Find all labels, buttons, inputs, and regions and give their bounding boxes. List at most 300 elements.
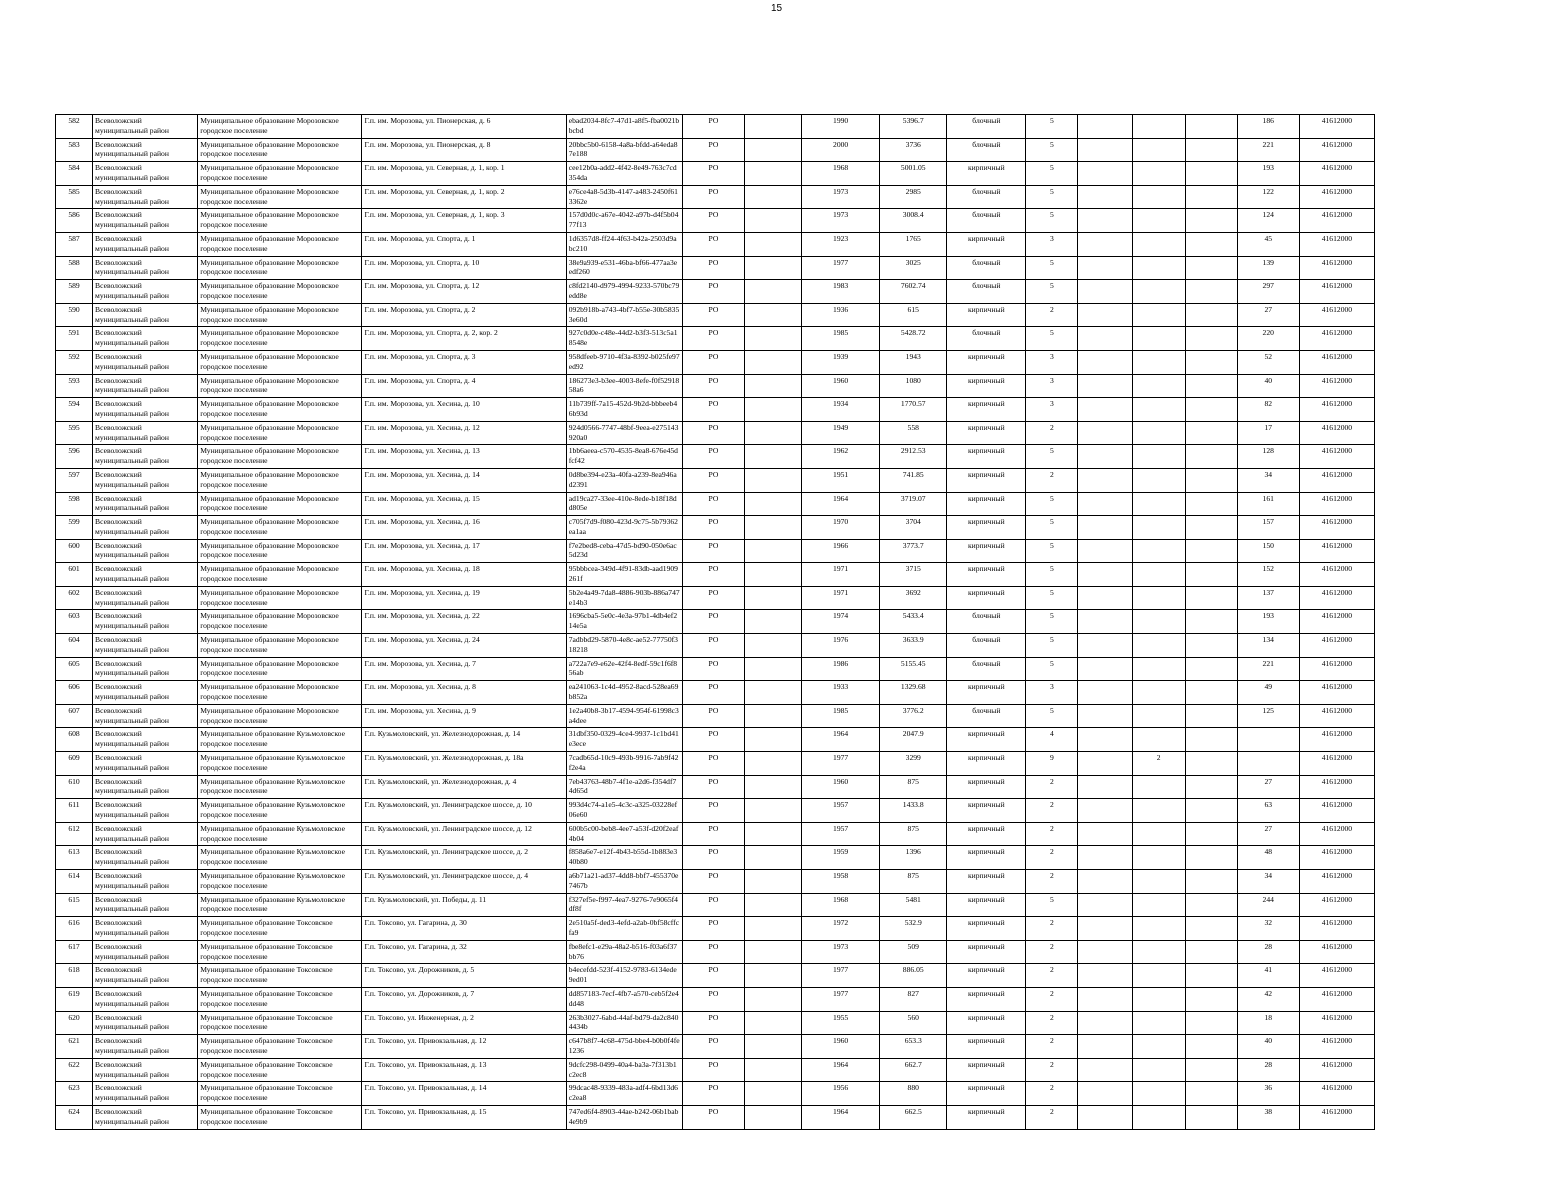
cell-municipality: Муниципальное образование Токсовское городское поселение: [198, 940, 362, 964]
cell-address: Г.п. им. Морозова, ул. Хесина, д. 7: [362, 657, 566, 681]
cell-col-13: [1132, 256, 1185, 280]
cell-floors: 2: [1026, 799, 1078, 823]
cell-wall-material: кирпичный: [947, 752, 1026, 776]
cell-total-area: 886.05: [880, 964, 947, 988]
cell-col-13: [1132, 634, 1185, 658]
cell-total-area: 3633.9: [880, 634, 947, 658]
cell-col-14: [1185, 138, 1237, 162]
cell-row-number: 624: [56, 1105, 93, 1129]
cell-apartments: 193: [1237, 610, 1299, 634]
cell-col-7: [745, 634, 802, 658]
cell-col-13: [1132, 563, 1185, 587]
cell-wall-material: кирпичный: [947, 1082, 1026, 1106]
cell-col-12: [1078, 492, 1132, 516]
table-row: [56, 799, 1375, 823]
cell-floors: 2: [1026, 987, 1078, 1011]
cell-row-number: 602: [56, 586, 93, 610]
cell-apartments: 220: [1237, 327, 1299, 351]
cell-col-14: [1185, 1105, 1237, 1129]
cell-year-built: 1949: [802, 421, 880, 445]
cell-row-number: 620: [56, 1011, 93, 1035]
cell-year-built: 1936: [802, 303, 880, 327]
cell-oktmo-code: 41612000: [1299, 893, 1374, 917]
cell-municipality: Муниципальное образование Морозовское городское поселение: [198, 374, 362, 398]
cell-row-number: 600: [56, 539, 93, 563]
cell-address: Г.п. Кузьмоловский, ул. Ленинградское шоссе, д. 2: [362, 846, 566, 870]
cell-col-12: [1078, 162, 1132, 186]
cell-floors: 2: [1026, 1105, 1078, 1129]
table-row: [56, 138, 1375, 162]
table-row: [56, 752, 1375, 776]
cell-row-number: 601: [56, 563, 93, 587]
cell-oktmo-code: 41612000: [1299, 987, 1374, 1011]
cell-col-7: [745, 1035, 802, 1059]
cell-col-14: [1185, 280, 1237, 304]
cell-total-area: 532.9: [880, 917, 947, 941]
cell-apartments: 18: [1237, 1011, 1299, 1035]
cell-apartments: 221: [1237, 138, 1299, 162]
cell-floors: 2: [1026, 468, 1078, 492]
cell-fund-type: РО: [682, 586, 744, 610]
cell-year-built: 1977: [802, 987, 880, 1011]
cell-house-guid: 600b5c00-beb8-4ee7-a53f-d20f2eaf4b04: [566, 822, 682, 846]
cell-col-14: [1185, 657, 1237, 681]
cell-floors: 2: [1026, 421, 1078, 445]
cell-house-guid: 1696cba5-5e0c-4e3a-97b1-4db4ef214e5a: [566, 610, 682, 634]
cell-wall-material: кирпичный: [947, 987, 1026, 1011]
cell-row-number: 618: [56, 964, 93, 988]
cell-row-number: 596: [56, 445, 93, 469]
cell-district: Всеволожский муниципальный район: [93, 398, 198, 422]
cell-year-built: 1977: [802, 752, 880, 776]
cell-oktmo-code: 41612000: [1299, 516, 1374, 540]
cell-row-number: 588: [56, 256, 93, 280]
cell-house-guid: 958dfeeb-9710-4f3a-8392-b025fe97ed92: [566, 350, 682, 374]
cell-fund-type: РО: [682, 1035, 744, 1059]
cell-col-12: [1078, 728, 1132, 752]
cell-fund-type: РО: [682, 893, 744, 917]
cell-address: Г.п. Токсово, ул. Привокзальная, д. 14: [362, 1082, 566, 1106]
cell-col-14: [1185, 870, 1237, 894]
cell-municipality: Муниципальное образование Морозовское городское поселение: [198, 280, 362, 304]
table-row: [56, 610, 1375, 634]
cell-district: Всеволожский муниципальный район: [93, 232, 198, 256]
cell-row-number: 599: [56, 516, 93, 540]
cell-row-number: 609: [56, 752, 93, 776]
cell-row-number: 595: [56, 421, 93, 445]
cell-house-guid: ad19ca27-33ee-410e-8ede-b18f18dd805e: [566, 492, 682, 516]
cell-year-built: 1960: [802, 1035, 880, 1059]
cell-floors: 5: [1026, 138, 1078, 162]
cell-municipality: Муниципальное образование Токсовское городское поселение: [198, 987, 362, 1011]
cell-address: Г.п. Токсово, ул. Дорожников, д. 7: [362, 987, 566, 1011]
cell-col-13: [1132, 232, 1185, 256]
table-row: [56, 728, 1375, 752]
cell-wall-material: кирпичный: [947, 232, 1026, 256]
cell-district: Всеволожский муниципальный район: [93, 704, 198, 728]
cell-total-area: 880: [880, 1082, 947, 1106]
cell-wall-material: блочный: [947, 256, 1026, 280]
cell-col-13: [1132, 987, 1185, 1011]
cell-total-area: 741.85: [880, 468, 947, 492]
cell-house-guid: e76ce4a8-5d3b-4147-a483-2450f613362e: [566, 185, 682, 209]
cell-col-7: [745, 350, 802, 374]
cell-district: Всеволожский муниципальный район: [93, 327, 198, 351]
table-row: [56, 162, 1375, 186]
cell-address: Г.п. им. Морозова, ул. Хесина, д. 24: [362, 634, 566, 658]
cell-house-guid: cee12b0a-add2-4f42-8e49-763c7cd354da: [566, 162, 682, 186]
cell-floors: 2: [1026, 822, 1078, 846]
cell-fund-type: РО: [682, 964, 744, 988]
cell-address: Г.п. им. Морозова, ул. Спорта, д. 4: [362, 374, 566, 398]
cell-district: Всеволожский муниципальный район: [93, 563, 198, 587]
cell-col-14: [1185, 303, 1237, 327]
cell-address: Г.п. им. Морозова, ул. Спорта, д. 2, кор. 2: [362, 327, 566, 351]
cell-address: Г.п. им. Морозова, ул. Северная, д. 1, кор. 1: [362, 162, 566, 186]
cell-oktmo-code: 41612000: [1299, 398, 1374, 422]
table-row: [56, 775, 1375, 799]
cell-municipality: Муниципальное образование Кузьмоловское городское поселение: [198, 846, 362, 870]
cell-fund-type: РО: [682, 280, 744, 304]
cell-total-area: 3025: [880, 256, 947, 280]
cell-house-guid: 747ed6f4-8903-44ae-b242-06b1bab4e9b9: [566, 1105, 682, 1129]
cell-house-guid: c705f7d9-f080-423d-9c75-5b79362ea1aa: [566, 516, 682, 540]
cell-address: Г.п. им. Морозова, ул. Хесина, д. 13: [362, 445, 566, 469]
cell-district: Всеволожский муниципальный район: [93, 586, 198, 610]
cell-district: Всеволожский муниципальный район: [93, 162, 198, 186]
cell-col-13: [1132, 610, 1185, 634]
cell-total-area: 7602.74: [880, 280, 947, 304]
cell-floors: 5: [1026, 516, 1078, 540]
cell-col-7: [745, 728, 802, 752]
cell-col-13: [1132, 185, 1185, 209]
housing-registry-table: [55, 114, 1375, 1130]
cell-wall-material: кирпичный: [947, 303, 1026, 327]
cell-col-13: [1132, 870, 1185, 894]
cell-wall-material: блочный: [947, 280, 1026, 304]
cell-col-7: [745, 185, 802, 209]
cell-municipality: Муниципальное образование Морозовское городское поселение: [198, 421, 362, 445]
cell-municipality: Муниципальное образование Токсовское городское поселение: [198, 964, 362, 988]
cell-col-7: [745, 681, 802, 705]
cell-year-built: 1934: [802, 398, 880, 422]
cell-municipality: Муниципальное образование Токсовское городское поселение: [198, 1058, 362, 1082]
table-row: [56, 421, 1375, 445]
cell-oktmo-code: 41612000: [1299, 138, 1374, 162]
cell-wall-material: блочный: [947, 209, 1026, 233]
cell-col-13: [1132, 940, 1185, 964]
cell-total-area: 827: [880, 987, 947, 1011]
cell-total-area: 662.5: [880, 1105, 947, 1129]
cell-fund-type: РО: [682, 350, 744, 374]
cell-col-7: [745, 303, 802, 327]
cell-apartments: 125: [1237, 704, 1299, 728]
cell-municipality: Муниципальное образование Морозовское городское поселение: [198, 610, 362, 634]
cell-col-14: [1185, 162, 1237, 186]
cell-address: Г.п. Токсово, ул. Гагарина, д. 32: [362, 940, 566, 964]
cell-oktmo-code: 41612000: [1299, 209, 1374, 233]
cell-address: Г.п. им. Морозова, ул. Северная, д. 1, кор. 3: [362, 209, 566, 233]
cell-wall-material: кирпичный: [947, 516, 1026, 540]
cell-col-12: [1078, 799, 1132, 823]
cell-oktmo-code: 41612000: [1299, 917, 1374, 941]
cell-total-area: 2912.53: [880, 445, 947, 469]
cell-oktmo-code: 41612000: [1299, 681, 1374, 705]
cell-wall-material: кирпичный: [947, 421, 1026, 445]
cell-oktmo-code: 41612000: [1299, 775, 1374, 799]
cell-col-14: [1185, 964, 1237, 988]
cell-address: Г.п. Кузьмоловский, ул. Ленинградское шоссе, д. 10: [362, 799, 566, 823]
cell-col-13: [1132, 445, 1185, 469]
cell-oktmo-code: 41612000: [1299, 350, 1374, 374]
cell-col-12: [1078, 752, 1132, 776]
cell-municipality: Муниципальное образование Морозовское городское поселение: [198, 327, 362, 351]
cell-row-number: 615: [56, 893, 93, 917]
cell-municipality: Муниципальное образование Кузьмоловское городское поселение: [198, 752, 362, 776]
cell-col-12: [1078, 303, 1132, 327]
cell-address: Г.п. им. Морозова, ул. Хесина, д. 18: [362, 563, 566, 587]
cell-municipality: Муниципальное образование Морозовское городское поселение: [198, 115, 362, 139]
cell-house-guid: f858a6e7-e12f-4b43-b55d-1b883e340b80: [566, 846, 682, 870]
cell-col-13: [1132, 704, 1185, 728]
cell-oktmo-code: 41612000: [1299, 799, 1374, 823]
cell-col-13: [1132, 138, 1185, 162]
cell-apartments: 152: [1237, 563, 1299, 587]
cell-district: Всеволожский муниципальный район: [93, 964, 198, 988]
cell-col-14: [1185, 374, 1237, 398]
cell-fund-type: РО: [682, 917, 744, 941]
table-row: [56, 1058, 1375, 1082]
cell-col-13: [1132, 350, 1185, 374]
cell-col-14: [1185, 209, 1237, 233]
cell-col-14: [1185, 539, 1237, 563]
cell-year-built: 1964: [802, 728, 880, 752]
cell-oktmo-code: 41612000: [1299, 563, 1374, 587]
cell-wall-material: кирпичный: [947, 681, 1026, 705]
cell-year-built: 1968: [802, 162, 880, 186]
cell-floors: 5: [1026, 657, 1078, 681]
cell-district: Всеволожский муниципальный район: [93, 1011, 198, 1035]
cell-year-built: 1923: [802, 232, 880, 256]
cell-col-14: [1185, 846, 1237, 870]
cell-floors: 5: [1026, 893, 1078, 917]
cell-total-area: 875: [880, 822, 947, 846]
cell-wall-material: блочный: [947, 327, 1026, 351]
cell-address: Г.п. им. Морозова, ул. Хесина, д. 22: [362, 610, 566, 634]
cell-district: Всеволожский муниципальный район: [93, 185, 198, 209]
cell-house-guid: dd857183-7ecf-4fb7-a570-ceb5f2e4dd48: [566, 987, 682, 1011]
table-row: [56, 563, 1375, 587]
cell-col-14: [1185, 563, 1237, 587]
cell-fund-type: РО: [682, 822, 744, 846]
cell-floors: 2: [1026, 1082, 1078, 1106]
cell-district: Всеволожский муниципальный район: [93, 940, 198, 964]
cell-municipality: Муниципальное образование Морозовское городское поселение: [198, 681, 362, 705]
cell-col-13: [1132, 162, 1185, 186]
cell-col-13: [1132, 1011, 1185, 1035]
cell-row-number: 616: [56, 917, 93, 941]
cell-col-13: [1132, 1058, 1185, 1082]
cell-fund-type: РО: [682, 138, 744, 162]
cell-year-built: 1964: [802, 1058, 880, 1082]
cell-col-13: [1132, 799, 1185, 823]
cell-col-12: [1078, 1082, 1132, 1106]
cell-col-12: [1078, 917, 1132, 941]
cell-row-number: 610: [56, 775, 93, 799]
cell-col-13: [1132, 539, 1185, 563]
cell-col-7: [745, 539, 802, 563]
cell-fund-type: РО: [682, 681, 744, 705]
cell-col-7: [745, 374, 802, 398]
cell-year-built: 1933: [802, 681, 880, 705]
cell-col-13: [1132, 209, 1185, 233]
cell-col-12: [1078, 634, 1132, 658]
cell-col-12: [1078, 468, 1132, 492]
cell-total-area: 875: [880, 870, 947, 894]
cell-row-number: 619: [56, 987, 93, 1011]
cell-col-13: [1132, 398, 1185, 422]
cell-year-built: 1977: [802, 964, 880, 988]
cell-col-14: [1185, 822, 1237, 846]
cell-district: Всеволожский муниципальный район: [93, 634, 198, 658]
cell-total-area: 5433.4: [880, 610, 947, 634]
cell-house-guid: a722a7e9-e62e-42f4-8edf-59c1f6f856ab: [566, 657, 682, 681]
cell-col-13: [1132, 917, 1185, 941]
cell-row-number: 586: [56, 209, 93, 233]
cell-floors: 2: [1026, 1035, 1078, 1059]
cell-floors: 3: [1026, 398, 1078, 422]
cell-col-7: [745, 1105, 802, 1129]
cell-col-12: [1078, 232, 1132, 256]
cell-house-guid: 7cadb65d-10c9-493b-9916-7ab9f42f2e4a: [566, 752, 682, 776]
cell-year-built: 1957: [802, 822, 880, 846]
cell-total-area: 1943: [880, 350, 947, 374]
cell-wall-material: кирпичный: [947, 822, 1026, 846]
cell-col-7: [745, 657, 802, 681]
cell-row-number: 608: [56, 728, 93, 752]
cell-wall-material: кирпичный: [947, 468, 1026, 492]
cell-year-built: 1985: [802, 327, 880, 351]
cell-apartments: 150: [1237, 539, 1299, 563]
cell-col-13: [1132, 1105, 1185, 1129]
cell-col-13: [1132, 846, 1185, 870]
cell-total-area: 2985: [880, 185, 947, 209]
cell-total-area: 3776.2: [880, 704, 947, 728]
cell-oktmo-code: 41612000: [1299, 846, 1374, 870]
cell-fund-type: РО: [682, 846, 744, 870]
cell-col-7: [745, 822, 802, 846]
cell-apartments: 186: [1237, 115, 1299, 139]
cell-col-12: [1078, 987, 1132, 1011]
cell-apartments: 40: [1237, 374, 1299, 398]
table-row: [56, 232, 1375, 256]
cell-col-12: [1078, 185, 1132, 209]
cell-district: Всеволожский муниципальный район: [93, 539, 198, 563]
cell-district: Всеволожский муниципальный район: [93, 256, 198, 280]
cell-col-14: [1185, 185, 1237, 209]
cell-oktmo-code: 41612000: [1299, 539, 1374, 563]
cell-floors: 2: [1026, 917, 1078, 941]
cell-oktmo-code: 41612000: [1299, 870, 1374, 894]
cell-address: Г.п. им. Морозова, ул. Хесина, д. 19: [362, 586, 566, 610]
cell-address: Г.п. им. Морозова, ул. Спорта, д. 10: [362, 256, 566, 280]
table-row: [56, 1011, 1375, 1035]
cell-wall-material: кирпичный: [947, 586, 1026, 610]
cell-municipality: Муниципальное образование Морозовское городское поселение: [198, 586, 362, 610]
cell-year-built: 1974: [802, 610, 880, 634]
cell-district: Всеволожский муниципальный район: [93, 445, 198, 469]
cell-house-guid: c647b8f7-4c68-475d-bbe4-b0b0f4fe1236: [566, 1035, 682, 1059]
cell-col-14: [1185, 1058, 1237, 1082]
cell-wall-material: кирпичный: [947, 445, 1026, 469]
cell-col-7: [745, 280, 802, 304]
cell-apartments: 63: [1237, 799, 1299, 823]
cell-apartments: 17: [1237, 421, 1299, 445]
cell-total-area: 5155.45: [880, 657, 947, 681]
table-row: [56, 681, 1375, 705]
cell-house-guid: ebad2034-8fc7-47d1-a8f5-fba0021bbcbd: [566, 115, 682, 139]
cell-oktmo-code: 41612000: [1299, 1011, 1374, 1035]
cell-col-14: [1185, 704, 1237, 728]
cell-wall-material: кирпичный: [947, 799, 1026, 823]
cell-row-number: 614: [56, 870, 93, 894]
cell-address: Г.п. Кузьмоловский, ул. Победы, д. 11: [362, 893, 566, 917]
cell-year-built: 1986: [802, 657, 880, 681]
cell-house-guid: 5b2e4a49-7da8-4886-903b-886a747e14b3: [566, 586, 682, 610]
cell-row-number: 582: [56, 115, 93, 139]
cell-floors: 4: [1026, 728, 1078, 752]
cell-year-built: 1959: [802, 846, 880, 870]
cell-col-7: [745, 256, 802, 280]
cell-col-14: [1185, 421, 1237, 445]
cell-apartments: [1237, 728, 1299, 752]
table-row: [56, 704, 1375, 728]
cell-fund-type: РО: [682, 398, 744, 422]
cell-oktmo-code: 41612000: [1299, 492, 1374, 516]
cell-col-7: [745, 327, 802, 351]
table-row: [56, 964, 1375, 988]
cell-col-12: [1078, 586, 1132, 610]
cell-col-12: [1078, 327, 1132, 351]
cell-col-13: [1132, 681, 1185, 705]
cell-fund-type: РО: [682, 610, 744, 634]
cell-house-guid: 263b3027-6abd-44af-bd79-da2c8404434b: [566, 1011, 682, 1035]
cell-col-7: [745, 138, 802, 162]
cell-house-guid: 99dcac48-9339-483a-adf4-6bd13d6c2ea8: [566, 1082, 682, 1106]
cell-house-guid: 186273e3-b3ee-4003-8efe-f0f5291858a6: [566, 374, 682, 398]
cell-apartments: 122: [1237, 185, 1299, 209]
cell-row-number: 584: [56, 162, 93, 186]
cell-col-14: [1185, 987, 1237, 1011]
cell-wall-material: кирпичный: [947, 350, 1026, 374]
cell-district: Всеволожский муниципальный район: [93, 350, 198, 374]
cell-floors: 5: [1026, 185, 1078, 209]
cell-col-12: [1078, 893, 1132, 917]
cell-col-7: [745, 115, 802, 139]
cell-district: Всеволожский муниципальный район: [93, 870, 198, 894]
cell-col-12: [1078, 256, 1132, 280]
cell-fund-type: РО: [682, 704, 744, 728]
table-row: [56, 209, 1375, 233]
cell-col-12: [1078, 1035, 1132, 1059]
cell-col-7: [745, 162, 802, 186]
cell-col-13: [1132, 327, 1185, 351]
cell-wall-material: кирпичный: [947, 964, 1026, 988]
cell-col-7: [745, 421, 802, 445]
cell-col-12: [1078, 846, 1132, 870]
cell-wall-material: блочный: [947, 610, 1026, 634]
cell-wall-material: кирпичный: [947, 728, 1026, 752]
